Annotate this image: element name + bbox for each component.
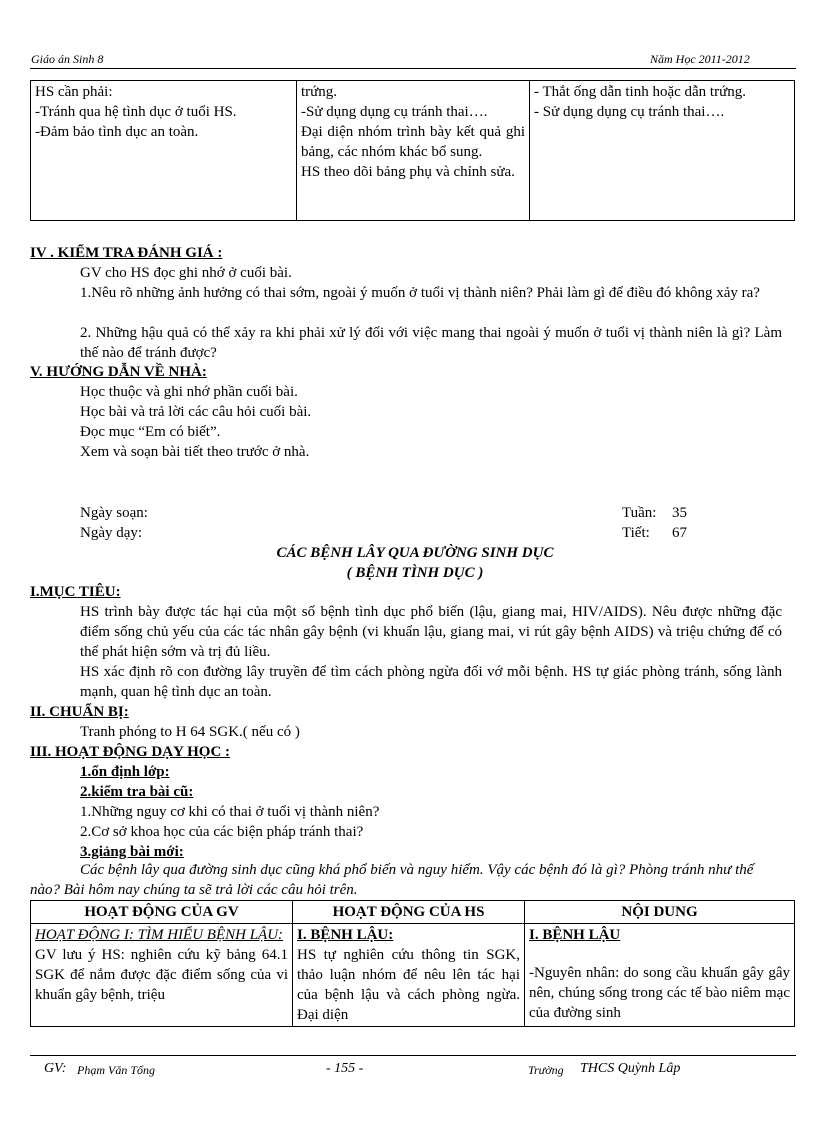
section5-title: V. HƯỚNG DẪN VỀ NHÀ: (30, 364, 207, 380)
section5-line: Học thuộc và ghi nhớ phần cuối bài. (80, 384, 298, 400)
section4-line: 1.Nêu rõ những ảnh hưởng có thai sớm, ngoài ý muốn ở tuổi vị thành niên? Phải làm gì để điều đó không xảy ra? (80, 285, 760, 301)
footer-gv-label: GV: (44, 1061, 67, 1076)
top-table (30, 80, 795, 221)
col3-line: - Sử dụng dụng cụ tránh thai…. (534, 104, 725, 120)
col2-line: HS theo dõi bảng phụ và chỉnh sửa. (301, 164, 515, 180)
col2-line: -Sử dụng dụng cụ tránh thai…. (301, 104, 488, 120)
muc-tieu-p2: HS xác định rõ con đường lây truyền để tìm cách phòng ngừa đối vớ mỗi bệnh. HS tự giác phòng tránh, sống lành mạnh, quan hệ tình dục an toàn. (80, 664, 782, 700)
header-left: Giáo án Sinh 8 (31, 52, 104, 66)
section4-title: IV . KIỂM TRA ĐÁNH GIÁ : (30, 245, 223, 261)
col1-line: HS cần phải: (35, 84, 113, 100)
hs-activity-text: HS tự nghiên cứu thông tin SGK, thảo luận nhóm để nêu lên tác hại của bệnh lậu và cách phòng ngừa. Đại diện (297, 947, 520, 1023)
col-header-noi-dung: NỘI DUNG (525, 901, 795, 924)
tiet-value: 67 (672, 525, 687, 541)
chuan-bi-line: Tranh phóng to H 64 SGK.( nếu có ) (80, 724, 300, 740)
hs-activity-title: I. BỆNH LẬU: (297, 927, 394, 943)
tiet-label: Tiết: (622, 525, 650, 541)
noi-dung-cell (525, 924, 795, 1027)
hs-cell (293, 924, 525, 1027)
col2-line: Đại diện nhóm trình bày kết quả ghi bảng, các nhóm khác bổ sung. (301, 124, 525, 160)
header-right: Năm Học 2011-2012 (650, 52, 750, 66)
top-table-col1 (31, 81, 297, 221)
footer-page-number: - 155 - (326, 1061, 364, 1076)
col1-line: -Đảm bảo tình dục an toàn. (35, 124, 199, 140)
kiem-tra-q2: 2.Cơ sở khoa học của các biện pháp tránh thai? (80, 824, 364, 840)
hoat-dong-title: III. HOẠT ĐỘNG DẠY HỌC : (30, 744, 231, 760)
giang-bai-moi: 3.giảng bài mới: (80, 844, 184, 860)
gv-cell (31, 924, 293, 1027)
table-row (31, 81, 795, 221)
header-rule (30, 68, 796, 69)
noi-dung-text: -Nguyên nhân: do song cầu khuẩn gây gây nên, chúng sống trong các tế bào niêm mạc của đường sinh (529, 965, 790, 1021)
section5-line: Học bài và trả lời các câu hỏi cuối bài. (80, 404, 312, 420)
lesson-subtitle: ( BỆNH TÌNH DỤC ) (346, 565, 484, 581)
intro-paragraph: Các bệnh lây qua đường sinh dục cũng khá phổ biến và nguy hiểm. Vậy các bệnh đó là gì? Phòng tránh như thế nào? Bài hôm nay chúng ta sẽ trả lời các câu hỏi trên. (30, 862, 754, 898)
col-header-hs: HOẠT ĐỘNG CỦA HS (293, 901, 525, 924)
col-header-gv: HOẠT ĐỘNG CỦA GV (31, 901, 293, 924)
section4-line: 2. Những hậu quả có thể xảy ra khi phải xử lý đối với việc mang thai ngoài ý muốn ở tuổi vị thành niên là gì? Làm thế nào để tránh được? (80, 325, 782, 361)
footer-truong-label: Trường (528, 1063, 564, 1077)
ngay-soan: Ngày soạn: (80, 505, 148, 521)
on-dinh-lop: 1.ổn định lớp: (80, 764, 170, 780)
table-row (31, 924, 795, 1027)
top-table-col2 (297, 81, 530, 221)
lesson-title: CÁC BỆNH LÂY QUA ĐƯỜNG SINH DỤC (276, 545, 554, 561)
chuan-bi-title: II. CHUẨN BỊ: (30, 704, 129, 720)
main-table (30, 900, 795, 1027)
section4-line: GV cho HS đọc ghi nhớ ở cuối bài. (80, 265, 292, 281)
muc-tieu-p1: HS trình bày được tác hại của một số bệnh tình dục phổ biến (lậu, giang mai, HIV/AIDS). Nêu được những đặc điểm sống chủ yếu của các tác nhân gây bệnh (vi khuẩn lậu, giang mai, vi rút gây bệnh AIDS) và triệu chứng để có thể phát hiện sớm và trị đủ liều. (80, 604, 782, 660)
spacer (529, 945, 790, 963)
gv-activity-title: HOẠT ĐỘNG I: TÌM HIỂU BỆNH LẬU: (35, 927, 284, 943)
section5-line: Xem và soạn bài tiết theo trước ở nhà. (80, 444, 310, 460)
section5-line: Đọc mục “Em có biết”. (80, 424, 221, 440)
top-table-col3 (530, 81, 795, 221)
col1-line: -Tránh qua hệ tình dục ở tuổi HS. (35, 104, 237, 120)
kiem-tra-q1: 1.Những nguy cơ khi có thai ở tuổi vị thành niên? (80, 804, 380, 820)
table-header-row (31, 901, 795, 924)
col2-line: trứng. (301, 84, 338, 100)
tuan-value: 35 (672, 505, 687, 521)
kiem-tra-bai-cu: 2.kiểm tra bài cũ: (80, 784, 194, 800)
tuan-label: Tuần: (622, 505, 657, 521)
footer-rule (30, 1055, 796, 1056)
footer-gv-name: Phạm Văn Tổng (77, 1063, 155, 1077)
footer-school: THCS Quỳnh Lâp (580, 1061, 681, 1076)
col3-line: - Thắt ống dẫn tinh hoặc dẫn trứng. (534, 84, 746, 100)
noi-dung-title: I. BỆNH LẬU (529, 927, 621, 943)
gv-activity-text: GV lưu ý HS: nghiên cứu kỹ bảng 64.1 SGK để nắm được đặc điểm sống của vi khuẩn gây bệnh, triệu (35, 947, 288, 1003)
muc-tieu-title: I.MỤC TIÊU: (30, 584, 121, 600)
ngay-day: Ngày dạy: (80, 525, 143, 541)
